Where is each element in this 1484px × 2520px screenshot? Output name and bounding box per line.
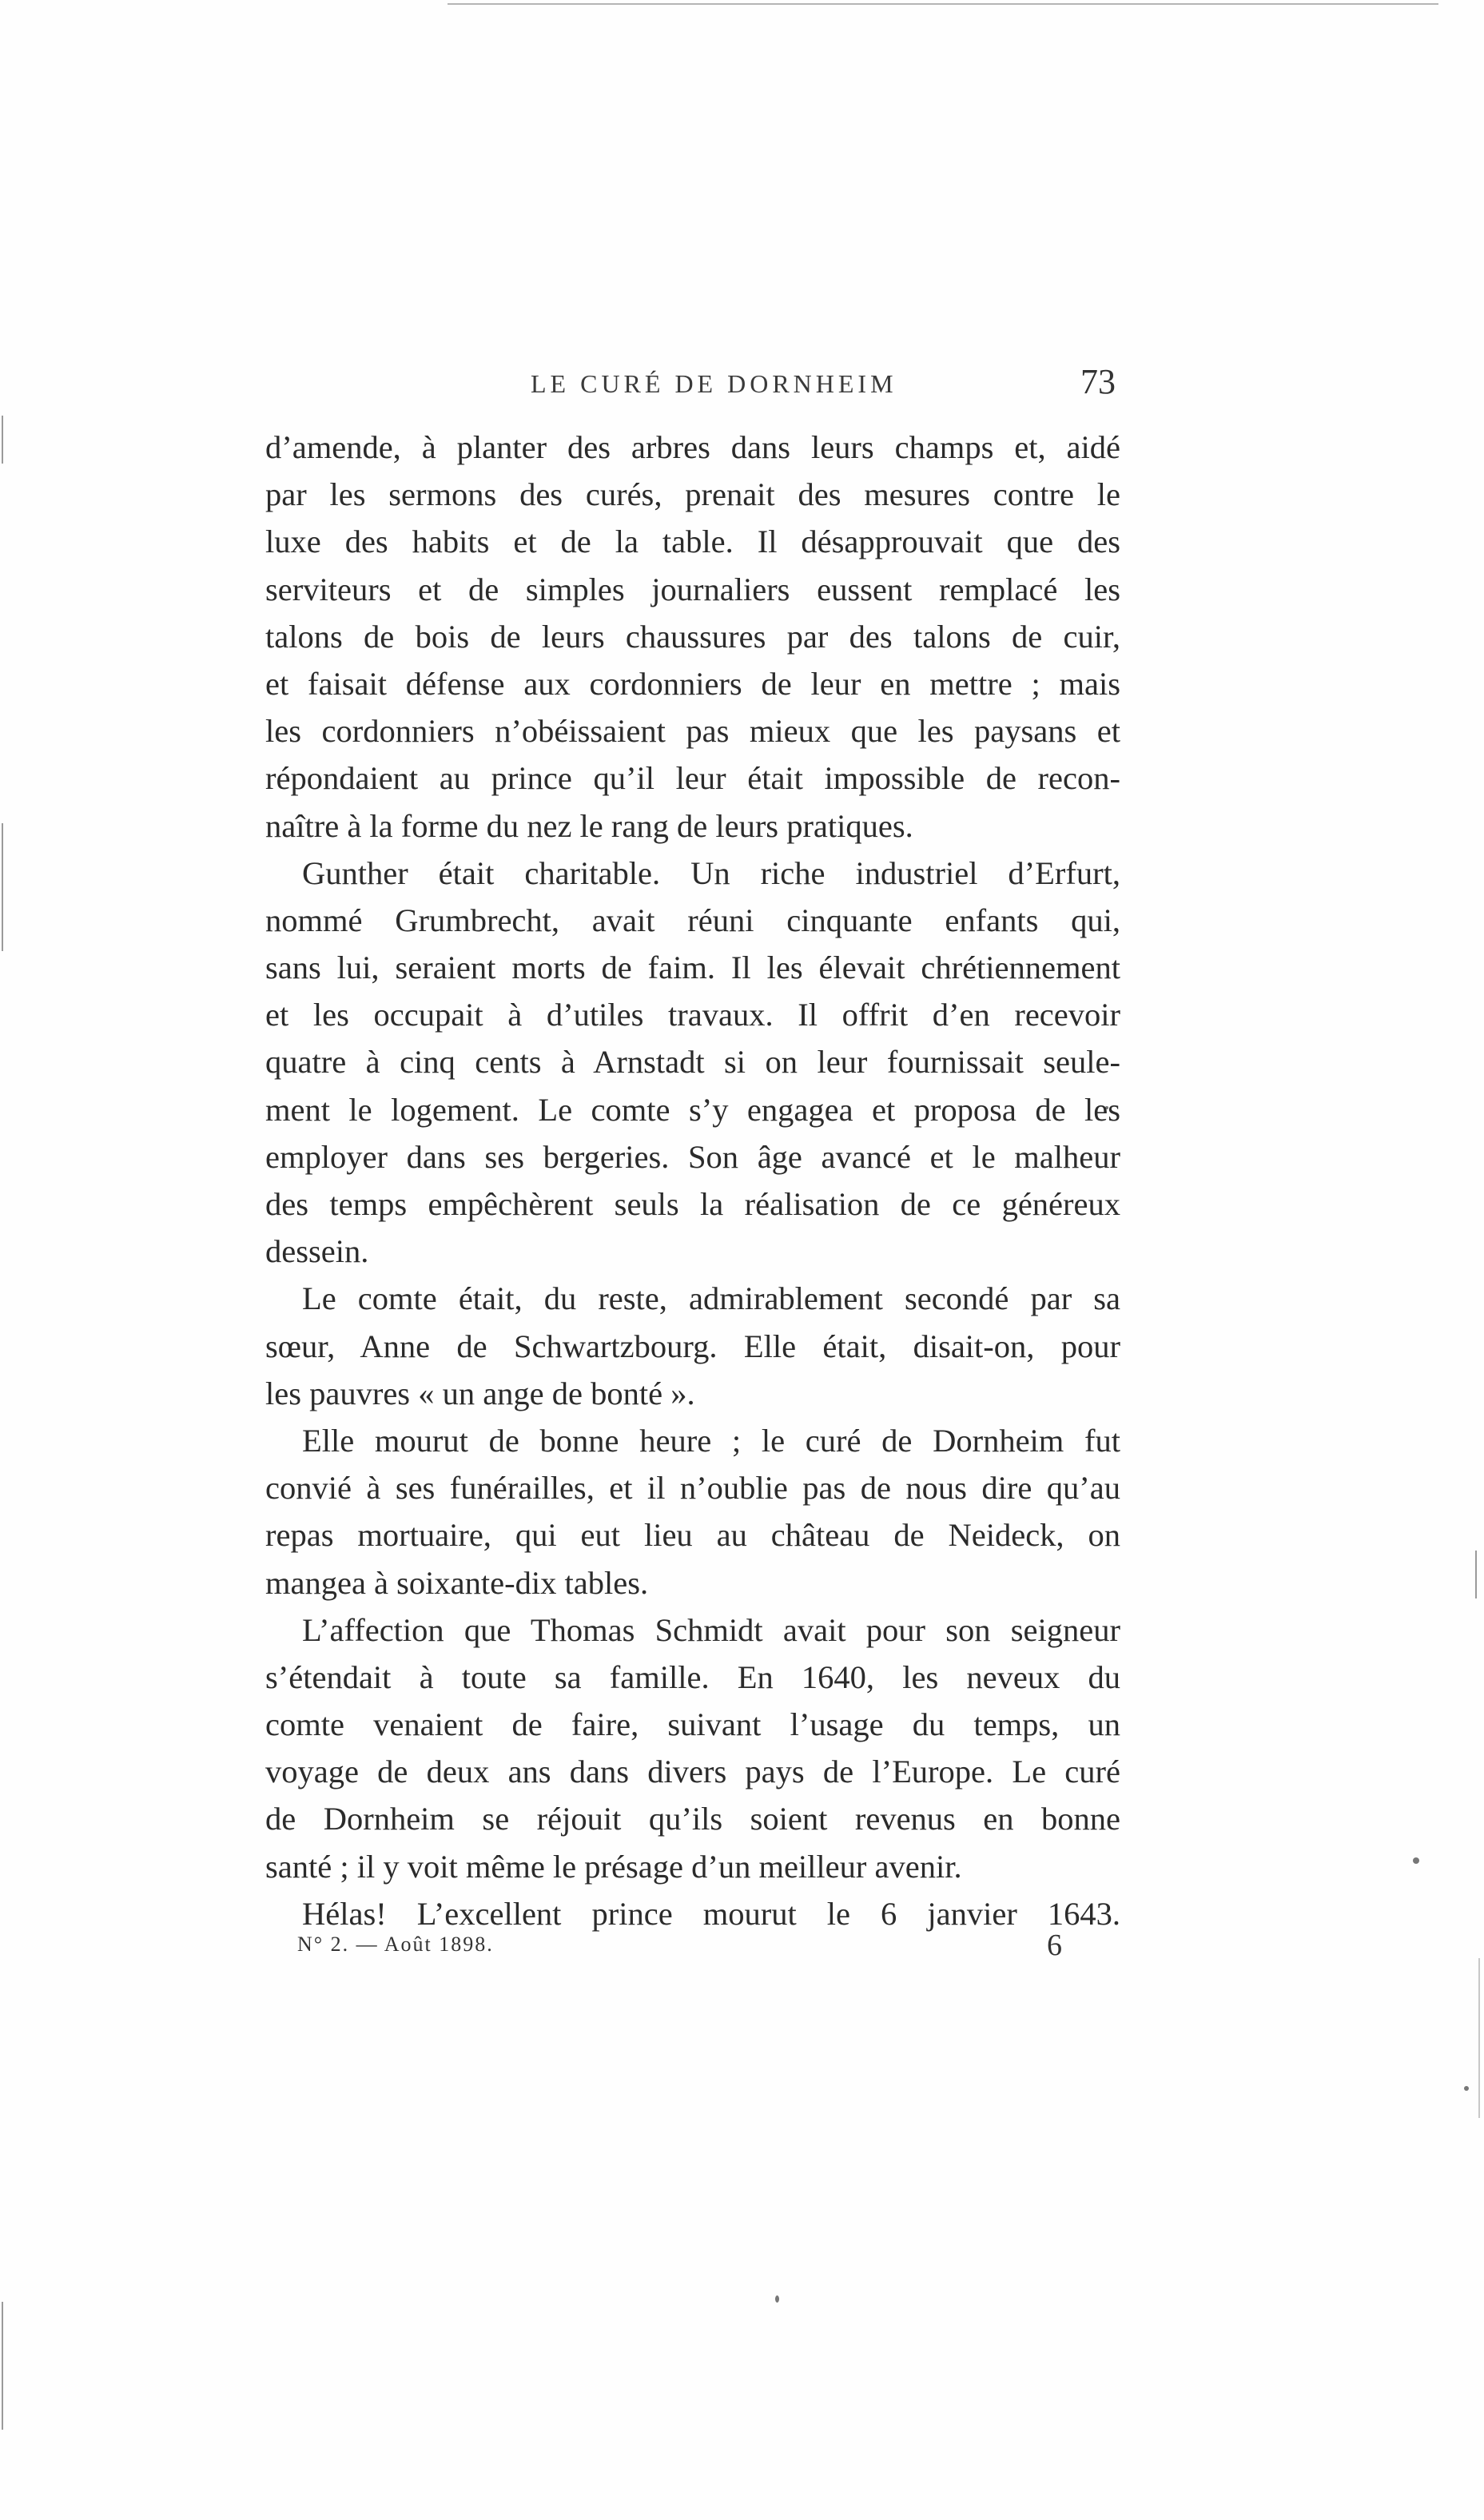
text-line: L’affection que Thomas Schmidt avait pour son seigneur	[302, 1611, 1120, 1648]
text-line: Gunther était charitable. Un riche industriel d’Erfurt,	[302, 854, 1120, 891]
text-line: de Dornheim se réjouit qu’ils soient revenus en bonne	[265, 1801, 1120, 1837]
text-line: repas mortuaire, qui eut lieu au château de Neideck, on	[265, 1517, 1120, 1554]
text-line: les cordonniers n’obéissaient pas mieux que les paysans et	[265, 713, 1120, 750]
text-line: quatre à cinq cents à Arnstadt si on leur fournissait seule-	[265, 1044, 1120, 1081]
text-line: serviteurs et de simples journaliers eussent remplacé les	[265, 571, 1120, 607]
scan-speck	[775, 2295, 779, 2303]
scan-right-edge	[1478, 1958, 1480, 2118]
text-line: santé ; il y voit même le présage d’un meilleur avenir.	[265, 1848, 962, 1885]
text-line: les pauvres « un ange de bonté ».	[265, 1375, 695, 1411]
scan-right-edge	[1475, 1551, 1477, 1598]
text-line: d’amende, à planter des arbres dans leurs champs et, aidé	[265, 429, 1120, 465]
text-line: s’étendait à toute sa famille. En 1640, les neveux du	[265, 1658, 1120, 1695]
scan-left-edge	[2, 2302, 3, 2430]
text-line: voyage de deux ans dans divers pays de l’Europe. Le curé	[265, 1754, 1120, 1790]
text-line: nommé Grumbrecht, avait réuni cinquante enfants qui,	[265, 902, 1120, 938]
text-line: convié à ses funérailles, et il n’oublie pas de nous dire qu’au	[265, 1470, 1120, 1507]
text-line: employer dans ses bergeries. Son âge avancé et le malheur	[265, 1138, 1120, 1175]
text-line: luxe des habits et de la table. Il désapprouvait que des	[265, 524, 1120, 560]
page-number: 73	[1080, 362, 1116, 401]
issue-signature: N° 2. — Août 1898.	[297, 1933, 494, 1956]
scan-left-edge	[2, 416, 3, 464]
text-line: naître à la forme du nez le rang de leurs pratiques.	[265, 807, 913, 844]
text-line: sans lui, seraient morts de faim. Il les élevait chrétiennement	[265, 949, 1120, 986]
text-line: Hélas! L’excellent prince mourut le 6 janvier 1643.	[302, 1895, 1120, 1932]
text-line: répondaient au prince qu’il leur était impossible de recon-	[265, 760, 1120, 797]
text-line: Elle mourut de bonne heure ; le curé de Dornheim fut	[302, 1422, 1120, 1459]
body-text	[265, 424, 1120, 1937]
signature-number: 6	[1047, 1929, 1062, 1962]
text-line: et faisait défense aux cordonniers de leur en mettre ; mais	[265, 665, 1120, 702]
paragraph	[265, 850, 1120, 1276]
text-line: talons de bois de leurs chaussures par des talons de cuir,	[265, 618, 1120, 655]
scan-speck	[1464, 2086, 1469, 2091]
scan-speck	[1413, 1857, 1419, 1864]
paragraph	[265, 424, 1120, 850]
text-line: des temps empêchèrent seuls la réalisation de ce généreux	[265, 1186, 1120, 1222]
paragraph	[265, 1606, 1120, 1890]
paragraph	[265, 1417, 1120, 1606]
paragraph	[265, 1890, 1120, 1937]
paragraph	[265, 1275, 1120, 1417]
running-head	[0, 361, 1484, 409]
text-line: Le comte était, du reste, admirablement secondé par sa	[302, 1280, 1120, 1317]
running-title: LE CURÉ DE DORNHEIM	[531, 369, 897, 398]
scan-top-rule	[448, 3, 1438, 5]
text-line: sœur, Anne de Schwartzbourg. Elle était, disait-on, pour	[265, 1328, 1120, 1364]
text-line: et les occupait à d’utiles travaux. Il offrit d’en recevoir	[265, 997, 1120, 1033]
text-line: comte venaient de faire, suivant l’usage du temps, un	[265, 1706, 1120, 1743]
page-footer	[0, 1929, 1484, 1973]
text-line: dessein.	[265, 1233, 369, 1270]
text-line: mangea à soixante-dix tables.	[265, 1564, 649, 1601]
text-line: par les sermons des curés, prenait des mesures contre le	[265, 476, 1120, 513]
scan-left-edge	[2, 823, 3, 951]
text-line: ment le logement. Le comte s’y engagea et proposa de les	[265, 1091, 1120, 1128]
